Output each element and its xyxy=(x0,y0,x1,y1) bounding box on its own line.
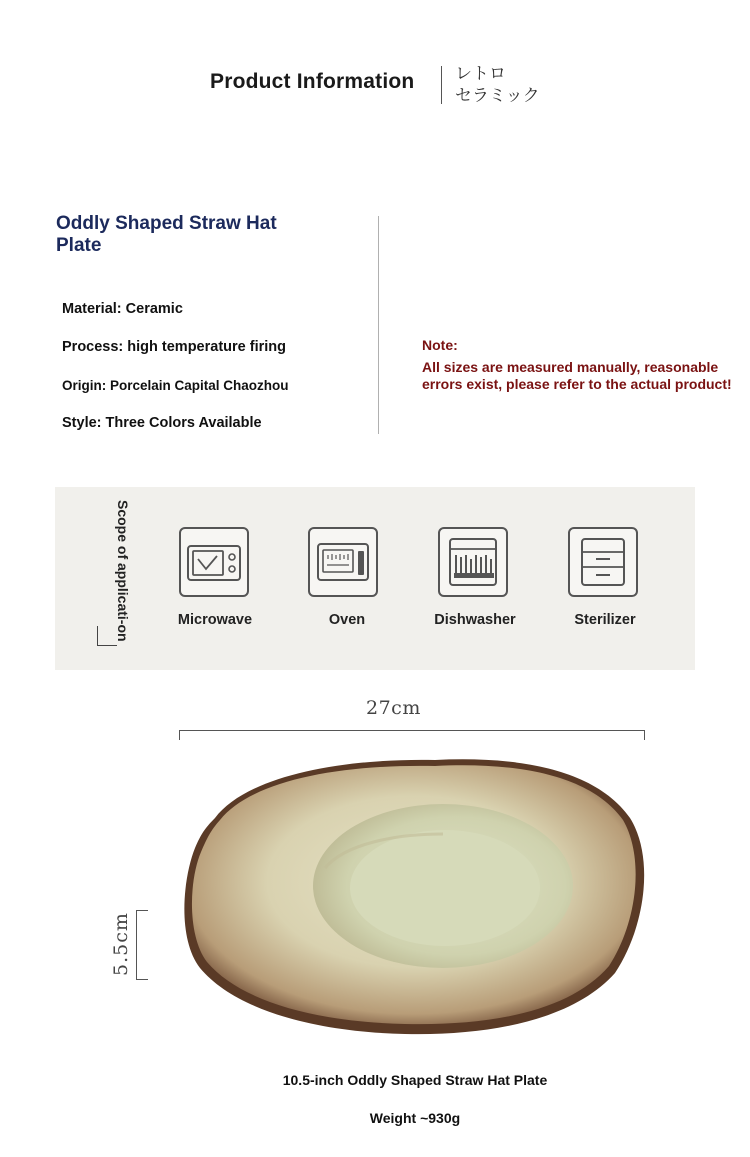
microwave-icon xyxy=(179,527,249,597)
note-body: All sizes are measured manually, reasonable errors exist, please refer to the actual product! xyxy=(422,359,732,392)
page-title: Product Information xyxy=(210,70,415,93)
oven-icon xyxy=(308,527,378,597)
dishwasher-label: Dishwasher xyxy=(434,612,516,628)
header-divider xyxy=(441,66,442,104)
dimension-width-label: 27cm xyxy=(366,697,421,719)
scope-corner-mark xyxy=(97,626,117,646)
scope-label-text: Scope of applicati-on xyxy=(115,500,131,642)
plate-image xyxy=(175,748,655,1038)
microwave-label: Microwave xyxy=(177,612,253,628)
header-subtitle-jp: レトロ セラミック xyxy=(455,64,540,106)
note-title: Note: xyxy=(422,337,458,353)
sterilizer-icon xyxy=(568,527,638,597)
product-weight: Weight ~930g xyxy=(369,1110,461,1126)
info-divider xyxy=(378,216,379,434)
dishwasher-icon xyxy=(438,527,508,597)
spec-style: Style: Three Colors Available xyxy=(62,415,262,431)
dimension-height-label: 5.5cm xyxy=(110,912,132,976)
spec-material: Material: Ceramic xyxy=(62,301,183,317)
spec-process: Process: high temperature firing xyxy=(62,339,286,355)
dimension-height-line xyxy=(136,910,148,980)
sterilizer-label: Sterilizer xyxy=(574,612,636,628)
oven-label: Oven xyxy=(328,612,366,628)
dimension-width-line xyxy=(179,730,645,740)
product-name: Oddly Shaped Straw Hat Plate xyxy=(56,213,277,256)
spec-origin: Origin: Porcelain Capital Chaozhou xyxy=(62,378,289,393)
product-caption: 10.5-inch Oddly Shaped Straw Hat Plate xyxy=(282,1072,548,1088)
